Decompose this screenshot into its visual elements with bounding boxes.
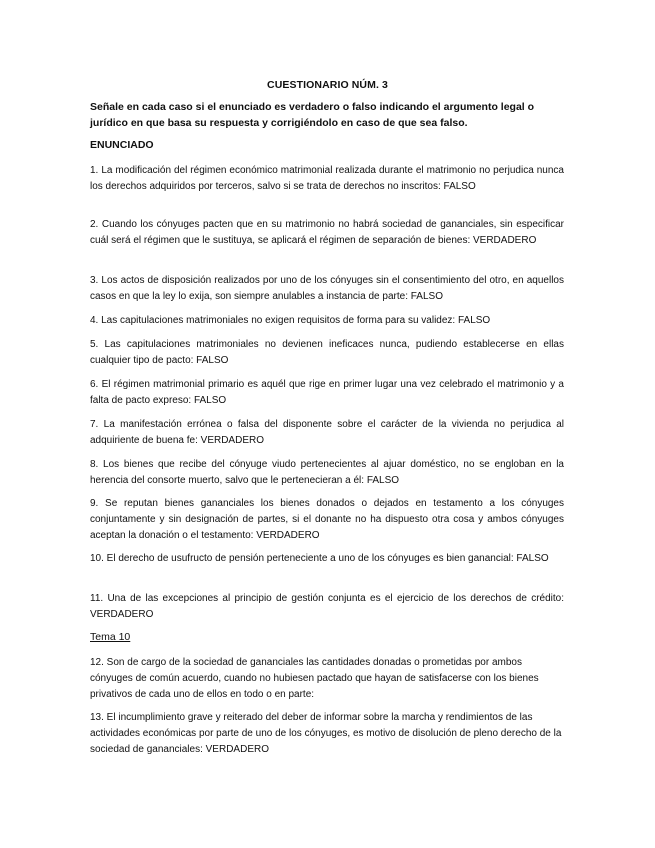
section-label-tema: Tema 10: [90, 631, 131, 643]
question-item: 13. El incumplimiento grave y reiterado del deber de informar sobre la marcha y rendimientos de las actividades económicas por parte de uno de los cónyuges, es motivo de disolución de pleno derecho de la sociedad de gananciales: VERDADERO: [90, 712, 562, 756]
question-item: 5. Las capitulaciones matrimoniales no devienen ineficaces nunca, pudiendo establecerse en ellas cualquier tipo de pacto: FALSO: [90, 339, 564, 367]
question-item: 2. Cuando los cónyuges pacten que en su matrimonio no habrá sociedad de gananciales, sin especificar cuál será el régimen que le sustituya, se aplicará el régimen de separación de bienes: VERDADERO: [90, 219, 564, 247]
instructions-text: Señale en cada caso si el enunciado es verdadero o falso indicando el argumento legal o jurídico en que basa su respuesta y corrigiéndolo en caso de que sea falso.: [90, 101, 535, 129]
question-item: 6. El régimen matrimonial primario es aquél que rige en primer lugar una vez celebrado el matrimonio y a falta de pacto expreso: FALSO: [90, 379, 564, 407]
question-item: 1. La modificación del régimen económico matrimonial realizada durante el matrimonio no perjudica nunca los derechos adquiridos por terceros, salvo si se trata de derechos no inscritos: FALSO: [90, 165, 564, 193]
question-item: 12. Son de cargo de la sociedad de gananciales las cantidades donadas o prometidas por ambos cónyuges de común acuerdo, cuando no hubiesen pactado que hayan de satisfacerse con los bienes privativos de cada uno de ellos en todo o en parte:: [90, 657, 539, 701]
document-title: CUESTIONARIO NÚM. 3: [267, 79, 388, 91]
question-item: 8. Los bienes que recibe del cónyuge viudo pertenecientes al ajuar doméstico, no se engloban en la herencia del consorte muerto, salvo que le pertenecieran a él: FALSO: [90, 459, 564, 487]
question-item: 4. Las capitulaciones matrimoniales no exigen requisitos de forma para su validez: FALSO: [90, 315, 491, 326]
question-item: 11. Una de las excepciones al principio de gestión conjunta es el ejercicio de los derechos de crédito: VERDADERO: [90, 593, 564, 621]
question-item: 9. Se reputan bienes gananciales los bienes donados o dejados en testamento a los cónyuges conjuntamente y sin designación de partes, si el donante no ha dispuesto otra cosa y ambos cónyuges aceptan la donación o el testamento: VERDADERO: [90, 498, 564, 542]
question-item: 10. El derecho de usufructo de pensión perteneciente a uno de los cónyuges es bien ganancial: FALSO: [90, 553, 549, 564]
question-item: 3. Los actos de disposición realizados por uno de los cónyuges sin el consentimiento del otro, en aquellos casos en que la ley lo exija, son siempre anulables a instancia de parte: FALSO: [90, 275, 564, 303]
question-item: 7. La manifestación errónea o falsa del disponente sobre el carácter de la vivienda no perjudica al adquiriente de buena fe: VERDADERO: [90, 419, 564, 447]
section-label-enunciado: ENUNCIADO: [90, 139, 154, 151]
